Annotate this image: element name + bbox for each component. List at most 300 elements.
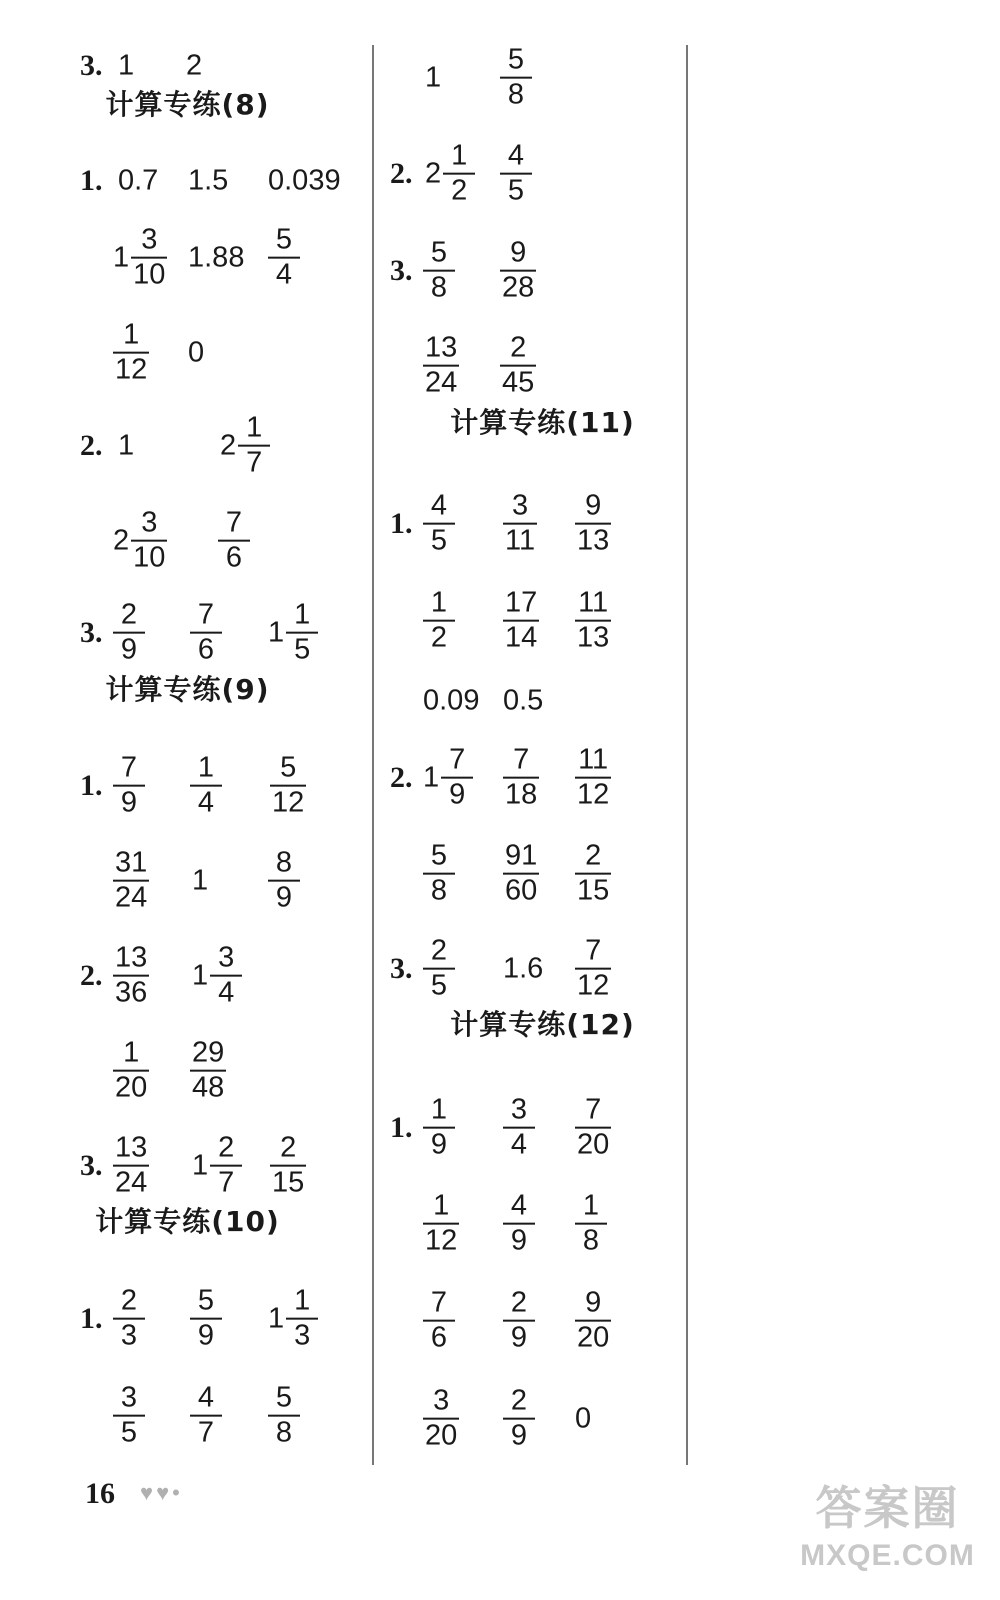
- answer-item: [575, 935, 611, 1004]
- fraction: [503, 1287, 535, 1356]
- numerator: 2: [113, 1285, 145, 1320]
- numerator: 11: [575, 744, 611, 779]
- answer-value: 0.5: [503, 684, 544, 717]
- fraction: [423, 237, 455, 306]
- denominator: 4: [197, 787, 215, 819]
- fraction: [575, 1287, 611, 1356]
- denominator: 9: [510, 1420, 528, 1452]
- numerator: 7: [503, 744, 539, 779]
- numerator: 7: [575, 1094, 611, 1129]
- denominator: 10: [133, 542, 166, 574]
- fraction: [575, 587, 611, 656]
- fraction: [503, 744, 539, 813]
- mixed-number: [268, 599, 318, 668]
- fraction: [441, 744, 473, 813]
- numerator: 7: [218, 507, 250, 542]
- fraction: [270, 1132, 306, 1201]
- answer-item: [270, 1132, 306, 1201]
- section-heading: 计算专练(12): [450, 1008, 635, 1041]
- denominator: 4: [218, 977, 235, 1009]
- fraction: [500, 44, 532, 113]
- numerator: 2: [113, 599, 145, 634]
- denominator: 9: [275, 882, 293, 914]
- answer-item: [192, 864, 209, 897]
- denominator: 3: [294, 1320, 311, 1352]
- whole-part: 1: [268, 1302, 285, 1335]
- answer-row: [0, 587, 375, 679]
- fraction: [423, 1094, 455, 1163]
- numerator: 7: [190, 599, 222, 634]
- answer-item: [113, 1037, 149, 1106]
- denominator: 8: [275, 1417, 293, 1449]
- answer-item: [113, 599, 145, 668]
- answer-item: [503, 587, 539, 656]
- answer-row: [0, 1273, 375, 1365]
- denominator: 15: [272, 1167, 305, 1199]
- numerator: 31: [113, 847, 149, 882]
- answer-item: [190, 599, 222, 668]
- answer-item: [423, 587, 455, 656]
- fraction: [423, 587, 455, 656]
- question-number: 3.: [80, 616, 103, 649]
- denominator: 9: [197, 1320, 215, 1352]
- denominator: 11: [505, 525, 536, 557]
- answer-item: [500, 237, 536, 306]
- denominator: 9: [449, 779, 466, 811]
- whole-part: 2: [113, 524, 130, 557]
- numerator: 5: [423, 237, 455, 272]
- page-number: 16: [85, 1477, 115, 1510]
- answer-item: [268, 1285, 318, 1354]
- fraction: [113, 752, 145, 821]
- heart-decoration-icon: ♥♥•: [140, 1480, 183, 1505]
- fraction: [113, 1132, 149, 1201]
- numerator: 5: [190, 1285, 222, 1320]
- answer-item: [575, 587, 611, 656]
- denominator: 20: [425, 1420, 458, 1452]
- question-number: 1.: [390, 1111, 413, 1144]
- denominator: 9: [510, 1225, 528, 1257]
- numerator: 2: [503, 1287, 535, 1322]
- numerator: 9: [575, 1287, 611, 1322]
- answer-item: [503, 1287, 535, 1356]
- denominator: 36: [115, 977, 148, 1009]
- answer-row: [385, 732, 700, 824]
- question-number: 2.: [80, 429, 103, 462]
- denominator: 8: [507, 79, 525, 111]
- fraction: [423, 1190, 459, 1259]
- answer-item: [575, 744, 611, 813]
- mixed-number: [220, 412, 270, 481]
- fraction: [575, 840, 611, 909]
- answer-item: [113, 847, 149, 916]
- numerator: 2: [210, 1132, 242, 1167]
- denominator: 28: [502, 272, 535, 304]
- answer-item: [423, 1190, 459, 1259]
- answer-value: 1: [118, 49, 135, 82]
- fraction: [423, 1287, 455, 1356]
- answer-row: [0, 930, 375, 1022]
- answer-value: 0.7: [118, 164, 159, 197]
- question-number: 1.: [390, 507, 413, 540]
- answer-item: [118, 49, 135, 82]
- denominator: 9: [430, 1129, 448, 1161]
- answer-item: [188, 164, 229, 197]
- answer-row: [385, 575, 700, 667]
- answer-row: [0, 212, 375, 304]
- answer-item: [220, 412, 270, 481]
- fraction: [503, 1190, 535, 1259]
- answer-item: [118, 164, 159, 197]
- numerator: 17: [503, 587, 539, 622]
- fraction: [113, 599, 145, 668]
- answer-item: [268, 1382, 300, 1451]
- question-number: 2.: [390, 761, 413, 794]
- numerator: 3: [503, 1094, 535, 1129]
- whole-part: 2: [425, 157, 442, 190]
- answer-item: [190, 1285, 222, 1354]
- numerator: 1: [423, 1094, 455, 1129]
- numerator: 1: [423, 1190, 459, 1225]
- answer-value: 0: [575, 1402, 592, 1435]
- section-heading: 计算专练(11): [450, 406, 635, 439]
- numerator: 9: [575, 490, 611, 525]
- fraction: [286, 599, 318, 668]
- denominator: 9: [120, 787, 138, 819]
- fraction: [190, 1037, 226, 1106]
- question-number: 1.: [80, 1302, 103, 1335]
- answer-item: [423, 840, 455, 909]
- answer-item: [575, 1094, 611, 1163]
- answer-item: [192, 942, 242, 1011]
- question-number: 3.: [390, 254, 413, 287]
- answer-row: [385, 1373, 700, 1465]
- answer-row: [0, 1025, 375, 1117]
- answer-item: [425, 61, 442, 94]
- answer-item: [218, 507, 250, 576]
- denominator: 12: [272, 787, 305, 819]
- question-number: 3.: [80, 1149, 103, 1182]
- answer-item: [425, 140, 475, 209]
- answer-row: [385, 32, 700, 124]
- numerator: 1: [575, 1190, 607, 1225]
- answer-row: [385, 1178, 700, 1270]
- numerator: 7: [423, 1287, 455, 1322]
- fraction: [268, 847, 300, 916]
- answer-item: [423, 237, 455, 306]
- answer-item: [503, 490, 537, 559]
- numerator: 4: [190, 1382, 222, 1417]
- fraction: [575, 490, 611, 559]
- answer-item: [113, 319, 149, 388]
- answer-row: [385, 1082, 700, 1174]
- denominator: 5: [120, 1417, 138, 1449]
- fraction: [503, 1094, 535, 1163]
- fraction: [113, 942, 149, 1011]
- denominator: 4: [510, 1129, 528, 1161]
- mixed-number: [425, 140, 475, 209]
- fraction: [575, 1094, 611, 1163]
- answer-item: [113, 224, 167, 293]
- section-heading: 计算专练(10): [95, 1205, 280, 1238]
- answer-item: [503, 1094, 535, 1163]
- watermark-site: MXQE.COM: [800, 1539, 975, 1572]
- answer-row: [385, 128, 700, 220]
- answer-value: 0.09: [423, 684, 480, 717]
- fraction: [190, 1382, 222, 1451]
- answer-item: [575, 840, 611, 909]
- fraction: [423, 935, 455, 1004]
- answer-value: 1: [118, 429, 135, 462]
- denominator: 7: [246, 447, 263, 479]
- answer-item: [270, 752, 306, 821]
- question-number: 2.: [390, 157, 413, 190]
- whole-part: 1: [113, 241, 130, 274]
- denominator: 5: [294, 634, 311, 666]
- numerator: 13: [113, 942, 149, 977]
- denominator: 13: [577, 622, 610, 654]
- question-number: 1.: [80, 164, 103, 197]
- mixed-number: [113, 224, 167, 293]
- fraction: [210, 942, 242, 1011]
- answer-row: [385, 320, 700, 412]
- answer-row: [0, 307, 375, 399]
- numerator: 7: [113, 752, 145, 787]
- answer-row: [385, 225, 700, 317]
- answer-item: [503, 840, 539, 909]
- fraction: [113, 1285, 145, 1354]
- answer-item: [192, 1132, 242, 1201]
- denominator: 5: [507, 175, 525, 207]
- denominator: 48: [192, 1072, 225, 1104]
- section-heading: 计算专练(9): [105, 673, 270, 706]
- fraction: [423, 840, 455, 909]
- answer-item: [268, 164, 341, 197]
- fraction: [190, 752, 222, 821]
- numerator: 1: [190, 752, 222, 787]
- answer-item: [188, 336, 205, 369]
- numerator: 1: [423, 587, 455, 622]
- numerator: 4: [500, 140, 532, 175]
- fraction: [500, 237, 536, 306]
- numerator: 1: [113, 319, 149, 354]
- whole-part: 1: [192, 959, 209, 992]
- numerator: 7: [441, 744, 473, 779]
- answer-item: [113, 1285, 145, 1354]
- answer-item: [500, 332, 536, 401]
- answer-row: [0, 495, 375, 587]
- answer-row: [0, 740, 375, 832]
- whole-part: 1: [268, 616, 285, 649]
- answer-item: [113, 1382, 145, 1451]
- whole-part: 2: [220, 429, 237, 462]
- column-divider-right: [686, 45, 688, 1465]
- denominator: 9: [120, 634, 138, 666]
- fraction: [423, 490, 455, 559]
- fraction: [270, 752, 306, 821]
- numerator: 11: [575, 587, 611, 622]
- fraction: [575, 935, 611, 1004]
- denominator: 14: [505, 622, 538, 654]
- answer-item: [503, 684, 544, 717]
- answer-item: [113, 507, 167, 576]
- numerator: 7: [575, 935, 611, 970]
- fraction: [423, 332, 459, 401]
- numerator: 3: [503, 490, 537, 525]
- denominator: 12: [577, 779, 610, 811]
- numerator: 8: [268, 847, 300, 882]
- section-heading: 计算专练(8): [105, 88, 270, 121]
- answer-value: 1.6: [503, 952, 544, 985]
- numerator: 9: [500, 237, 536, 272]
- denominator: 8: [430, 272, 448, 304]
- denominator: 7: [218, 1167, 235, 1199]
- numerator: 5: [270, 752, 306, 787]
- answer-value: 1.5: [188, 164, 229, 197]
- numerator: 3: [210, 942, 242, 977]
- fraction: [500, 332, 536, 401]
- fraction: [190, 599, 222, 668]
- denominator: 7: [197, 1417, 215, 1449]
- answer-row: [385, 478, 700, 570]
- denominator: 9: [510, 1322, 528, 1354]
- fraction: [131, 224, 167, 293]
- answer-value: 1: [192, 864, 209, 897]
- answer-value: 2: [186, 49, 203, 82]
- denominator: 60: [505, 875, 538, 907]
- numerator: 13: [423, 332, 459, 367]
- answer-item: [503, 1190, 535, 1259]
- question-number: 3.: [80, 49, 103, 82]
- numerator: 1: [286, 1285, 318, 1320]
- fraction: [113, 1382, 145, 1451]
- answer-value: 0: [188, 336, 205, 369]
- denominator: 12: [577, 970, 610, 1002]
- answer-item: [500, 44, 532, 113]
- answer-item: [423, 1287, 455, 1356]
- answer-row: [385, 1275, 700, 1367]
- numerator: 91: [503, 840, 539, 875]
- fraction: [131, 507, 167, 576]
- denominator: 5: [430, 970, 448, 1002]
- denominator: 3: [120, 1320, 138, 1352]
- answer-item: [423, 332, 459, 401]
- answer-item: [423, 490, 455, 559]
- answer-item: [268, 599, 318, 668]
- fraction: [503, 490, 537, 559]
- fraction: [503, 840, 539, 909]
- mixed-number: [192, 942, 242, 1011]
- answer-item: [190, 1037, 226, 1106]
- answer-item: [575, 490, 611, 559]
- answer-item: [113, 942, 149, 1011]
- answer-value: 1.88: [188, 241, 245, 274]
- column-divider-left: [372, 45, 374, 1465]
- answer-item: [190, 752, 222, 821]
- question-number: 1.: [80, 769, 103, 802]
- numerator: 29: [190, 1037, 226, 1072]
- mixed-number: [268, 1285, 318, 1354]
- answer-item: [186, 49, 203, 82]
- fraction: [503, 1385, 535, 1454]
- numerator: 1: [113, 1037, 149, 1072]
- denominator: 6: [225, 542, 243, 574]
- watermark-brand: 答案圈: [815, 1481, 960, 1535]
- denominator: 8: [430, 875, 448, 907]
- numerator: 5: [500, 44, 532, 79]
- numerator: 1: [286, 599, 318, 634]
- answer-item: [423, 744, 473, 813]
- numerator: 3: [423, 1385, 459, 1420]
- answer-item: [575, 1287, 611, 1356]
- fraction: [575, 744, 611, 813]
- fraction: [268, 224, 300, 293]
- numerator: 1: [443, 140, 475, 175]
- denominator: 15: [577, 875, 610, 907]
- whole-part: 1: [423, 761, 440, 794]
- numerator: 4: [423, 490, 455, 525]
- answer-item: [423, 935, 455, 1004]
- question-number: 3.: [390, 952, 413, 985]
- numerator: 3: [113, 1382, 145, 1417]
- answer-value: 0.039: [268, 164, 341, 197]
- denominator: 5: [430, 525, 448, 557]
- whole-part: 1: [192, 1149, 209, 1182]
- fraction: [286, 1285, 318, 1354]
- denominator: 20: [115, 1072, 148, 1104]
- answer-item: [503, 952, 544, 985]
- fraction: [443, 140, 475, 209]
- answer-item: [188, 241, 245, 274]
- denominator: 6: [197, 634, 215, 666]
- answer-item: [423, 684, 480, 717]
- denominator: 24: [115, 1167, 148, 1199]
- answer-item: [113, 752, 145, 821]
- denominator: 24: [115, 882, 148, 914]
- answer-item: [575, 1402, 592, 1435]
- denominator: 10: [133, 259, 166, 291]
- answer-value: 1: [425, 61, 442, 94]
- answer-item: [113, 1132, 149, 1201]
- denominator: 20: [577, 1322, 610, 1354]
- numerator: 2: [270, 1132, 306, 1167]
- fraction: [113, 319, 149, 388]
- fraction: [423, 1385, 459, 1454]
- watermark: [795, 1480, 980, 1590]
- denominator: 13: [577, 525, 610, 557]
- denominator: 45: [502, 367, 535, 399]
- answer-item: [190, 1382, 222, 1451]
- question-number: 2.: [80, 959, 103, 992]
- denominator: 4: [275, 259, 293, 291]
- denominator: 12: [115, 354, 148, 386]
- numerator: 4: [503, 1190, 535, 1225]
- answer-item: [500, 140, 532, 209]
- answer-row: [0, 1370, 375, 1462]
- fraction: [238, 412, 270, 481]
- answer-row: [0, 400, 375, 492]
- answer-item: [268, 224, 300, 293]
- numerator: 13: [113, 1132, 149, 1167]
- fraction: [218, 507, 250, 576]
- denominator: 2: [451, 175, 468, 207]
- fraction: [113, 847, 149, 916]
- fraction: [503, 587, 539, 656]
- numerator: 5: [268, 1382, 300, 1417]
- answer-item: [575, 1190, 607, 1259]
- answer-row: [0, 835, 375, 927]
- numerator: 2: [423, 935, 455, 970]
